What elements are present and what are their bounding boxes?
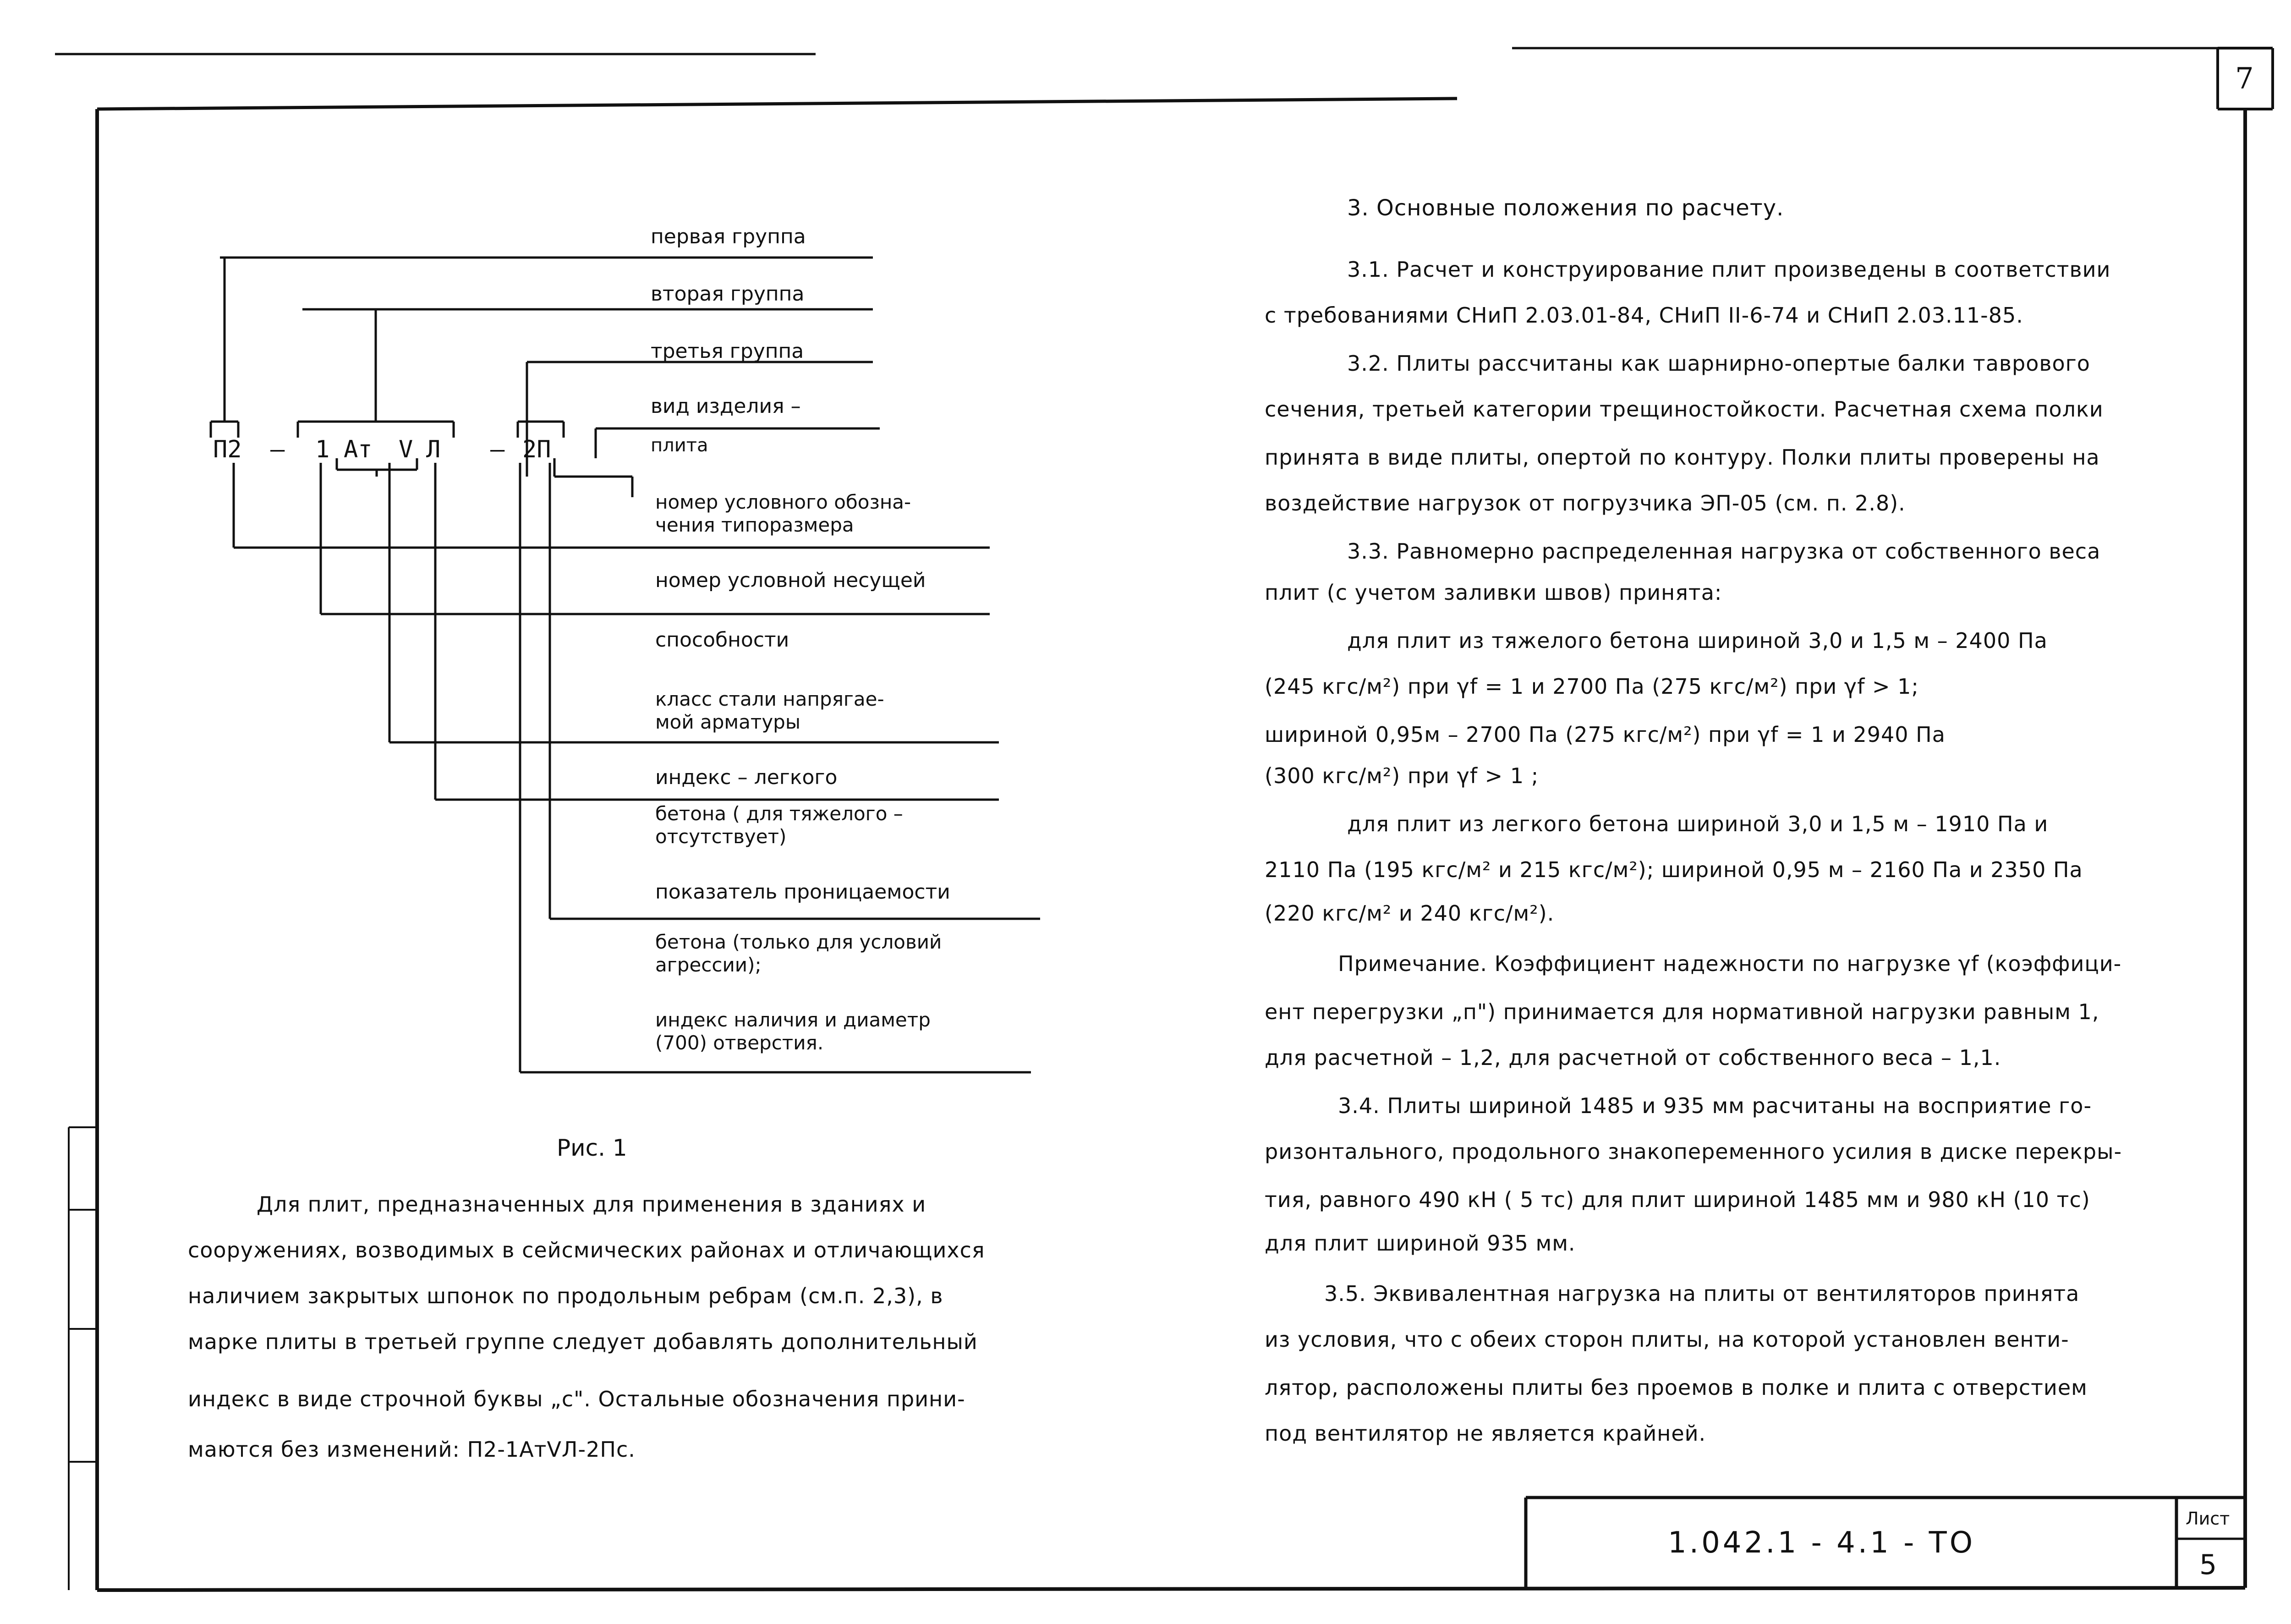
- text-line: тия, равного 490 кН ( 5 тс) для плит шириной 1485 мм и 980 кН (10 тс): [1265, 1187, 2090, 1212]
- text-line: для плит шириной 935 мм.: [1265, 1231, 1576, 1256]
- text-line: для расчетной – 1,2, для расчетной от собственного веса – 1,1.: [1265, 1045, 2001, 1070]
- text-line: для плит из тяжелого бетона шириной 3,0 и 1,5 м – 2400 Па: [1347, 628, 2048, 653]
- text-line: плит (с учетом заливки швов) принята:: [1265, 580, 1722, 605]
- diagram-label: третья группа: [651, 340, 804, 363]
- code-part-v: V: [399, 436, 413, 463]
- diagram-label: мой арматуры: [655, 711, 800, 733]
- diagram-label: индекс наличия и диаметр: [655, 1009, 931, 1031]
- section-heading: 3. Основные положения по расчету.: [1347, 195, 1784, 221]
- diagram-label: бетона (только для условий: [655, 931, 942, 953]
- figure-caption: Рис. 1: [557, 1135, 627, 1161]
- text-line: для плит из легкого бетона шириной 3,0 и 1,5 м – 1910 Па и: [1347, 812, 2049, 836]
- code-part-dash: –: [270, 436, 285, 463]
- diagram-label: отсутствует): [655, 825, 787, 848]
- text-line: принята в виде плиты, опертой по контуру. Полки плиты проверены на: [1265, 445, 2100, 470]
- text-line: лятор, расположены плиты без проемов в полке и плита с отверстием: [1265, 1375, 2088, 1400]
- paragraph-line: сооружениях, возводимых в сейсмических районах и отличающихся: [188, 1238, 985, 1262]
- diagram-label: показатель проницаемости: [655, 880, 950, 904]
- paragraph-line: индекс в виде строчной буквы „с". Остальные обозначения прини-: [188, 1387, 965, 1411]
- diagram-label: (700) отверстия.: [655, 1031, 824, 1054]
- diagram-label: агрессии);: [655, 954, 762, 976]
- diagram-label: чения типоразмера: [655, 514, 854, 536]
- diagram-label: первая группа: [651, 225, 806, 248]
- code-part-at: Ат: [344, 436, 373, 463]
- code-part-l: Л: [426, 436, 441, 463]
- text-line: (245 кгс/м²) при γf = 1 и 2700 Па (275 кгс/м²) при γf > 1;: [1265, 674, 1919, 699]
- document-code: 1.042.1 - 4.1 - ТО: [1668, 1526, 1976, 1560]
- diagram-label: номер условного обозна-: [655, 491, 911, 513]
- page-number: 7: [2235, 62, 2254, 96]
- text-line: 3.1. Расчет и конструирование плит произведены в соответствии: [1347, 257, 2111, 282]
- diagram-label: индекс – легкого: [655, 766, 838, 789]
- diagram-label: бетона ( для тяжелого –: [655, 802, 903, 825]
- text-line: сечения, третьей категории трещиностойкости. Расчетная схема полки: [1265, 397, 2104, 422]
- diagram-label: вторая группа: [651, 282, 805, 306]
- paragraph-line: наличием закрытых шпонок по продольным ребрам (см.п. 2,3), в: [188, 1284, 943, 1308]
- text-line: 3.4. Плиты шириной 1485 и 935 мм расчитаны на восприятие го-: [1338, 1093, 2092, 1118]
- paragraph-line: Для плит, предназначенных для применения в зданиях и: [257, 1192, 926, 1217]
- code-part-p2: П2: [213, 436, 242, 463]
- text-line: 3.2. Плиты рассчитаны как шарнирно-опертые балки таврового: [1347, 351, 2090, 376]
- code-part-one: 1: [315, 436, 330, 463]
- code-part-2p: 2П: [522, 436, 551, 463]
- text-line: шириной 0,95м – 2700 Па (275 кгс/м²) при γf = 1 и 2940 Па: [1265, 722, 1946, 747]
- paragraph-line: марке плиты в третьей группе следует добавлять дополнительный: [188, 1329, 978, 1354]
- text-line: с требованиями СНиП 2.03.01-84, СНиП II-6-74 и СНиП 2.03.11-85.: [1265, 303, 2023, 328]
- text-line: 3.5. Эквивалентная нагрузка на плиты от вентиляторов принята: [1324, 1281, 2080, 1306]
- sheet-label: Лист: [2186, 1509, 2230, 1529]
- diagram-label: вид изделия –: [651, 395, 801, 418]
- text-line: (220 кгс/м² и 240 кгс/м²).: [1265, 901, 1555, 926]
- text-line: из условия, что с обеих сторон плиты, на которой установлен венти-: [1265, 1327, 2069, 1352]
- text-line: ент перегрузки „п") принимается для нормативной нагрузки равным 1,: [1265, 999, 2099, 1024]
- diagram-label: плита: [651, 435, 708, 456]
- text-line: воздействие нагрузок от погрузчика ЭП-05 (см. п. 2.8).: [1265, 491, 1906, 516]
- diagram-label: класс стали напрягае-: [655, 688, 884, 710]
- diagram-label: способности: [655, 628, 789, 652]
- text-line: под вентилятор не является крайней.: [1265, 1421, 1706, 1446]
- text-line: Примечание. Коэффициент надежности по нагрузке γf (коэффици-: [1338, 951, 2122, 976]
- code-part-dash: –: [490, 436, 505, 463]
- sheet-number: 5: [2199, 1549, 2217, 1581]
- text-line: (300 кгс/м²) при γf > 1 ;: [1265, 763, 1539, 788]
- paragraph-line: маются без изменений: П2-1АтVЛ-2Пс.: [188, 1437, 636, 1462]
- diagram-label: номер условной несущей: [655, 569, 926, 592]
- text-line: 3.3. Равномерно распределенная нагрузка от собственного веса: [1347, 539, 2101, 564]
- text-line: 2110 Па (195 кгс/м² и 215 кгс/м²); шириной 0,95 м – 2160 Па и 2350 Па: [1265, 857, 2083, 882]
- text-line: ризонтального, продольного знакопеременного усилия в диске перекры-: [1265, 1139, 2122, 1164]
